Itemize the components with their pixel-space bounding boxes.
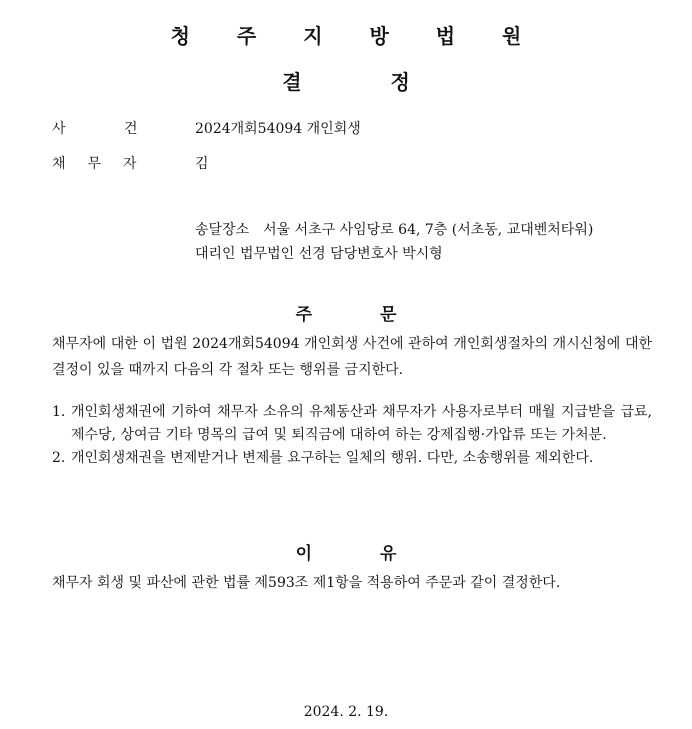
- reason-heading: 이 유: [295, 544, 397, 564]
- case-value: 2024개회54094 개인회생: [195, 121, 361, 137]
- list-item: [52, 401, 652, 447]
- reason-paragraph: 채무자 회생 및 파산에 관한 법률 제593조 제1항을 적용하여 주문과 같이 결정한다.: [52, 575, 561, 591]
- case-row: [52, 118, 361, 138]
- list-item-number: 2.: [52, 450, 66, 466]
- list-item-text: 개인회생채권을 변제받거나 변제를 요구하는 일체의 행위. 다만, 소송행위를 제외한다.: [71, 450, 594, 466]
- case-label: 사 건: [52, 121, 138, 137]
- court-name: 청 주 지 방 법 원: [170, 24, 542, 48]
- list-item-number: 1.: [52, 404, 66, 420]
- service-address-line: [195, 218, 593, 242]
- service-address-block: [195, 218, 593, 266]
- decision-date: 2024. 2. 19.: [303, 704, 389, 720]
- prohibited-acts-list: [52, 401, 652, 470]
- document-type-title: 결 정: [282, 70, 410, 94]
- debtor-label: 채무자: [52, 156, 159, 172]
- legal-agent-line: 대리인 법무법인 선경 담당변호사 박시형: [195, 246, 443, 262]
- order-heading: 주 문: [295, 305, 397, 325]
- debtor-row: [52, 153, 209, 173]
- service-address-value: 서울 서초구 사임당로 64, 7층 (서초동, 교대벤처타워): [263, 222, 594, 238]
- list-item-text: 개인회생채권에 기하여 채무자 소유의 유체동산과 채무자가 사용자로부터 매월 지급받을 급료, 제수당, 상여금 기타 명목의 급여 및 퇴직금에 대하여 하는 강제집행·가압류 또는 가처분.: [71, 404, 652, 443]
- service-address-label: 송달장소: [195, 222, 250, 238]
- debtor-value: 김: [195, 156, 209, 172]
- order-paragraph: 채무자에 대한 이 법원 2024개회54094 개인회생 사건에 관하여 개인회생절차의 개시신청에 대한 결정이 있을 때까지 다음의 각 절차 또는 행위를 금지한다.: [52, 336, 652, 378]
- list-item: [52, 447, 652, 470]
